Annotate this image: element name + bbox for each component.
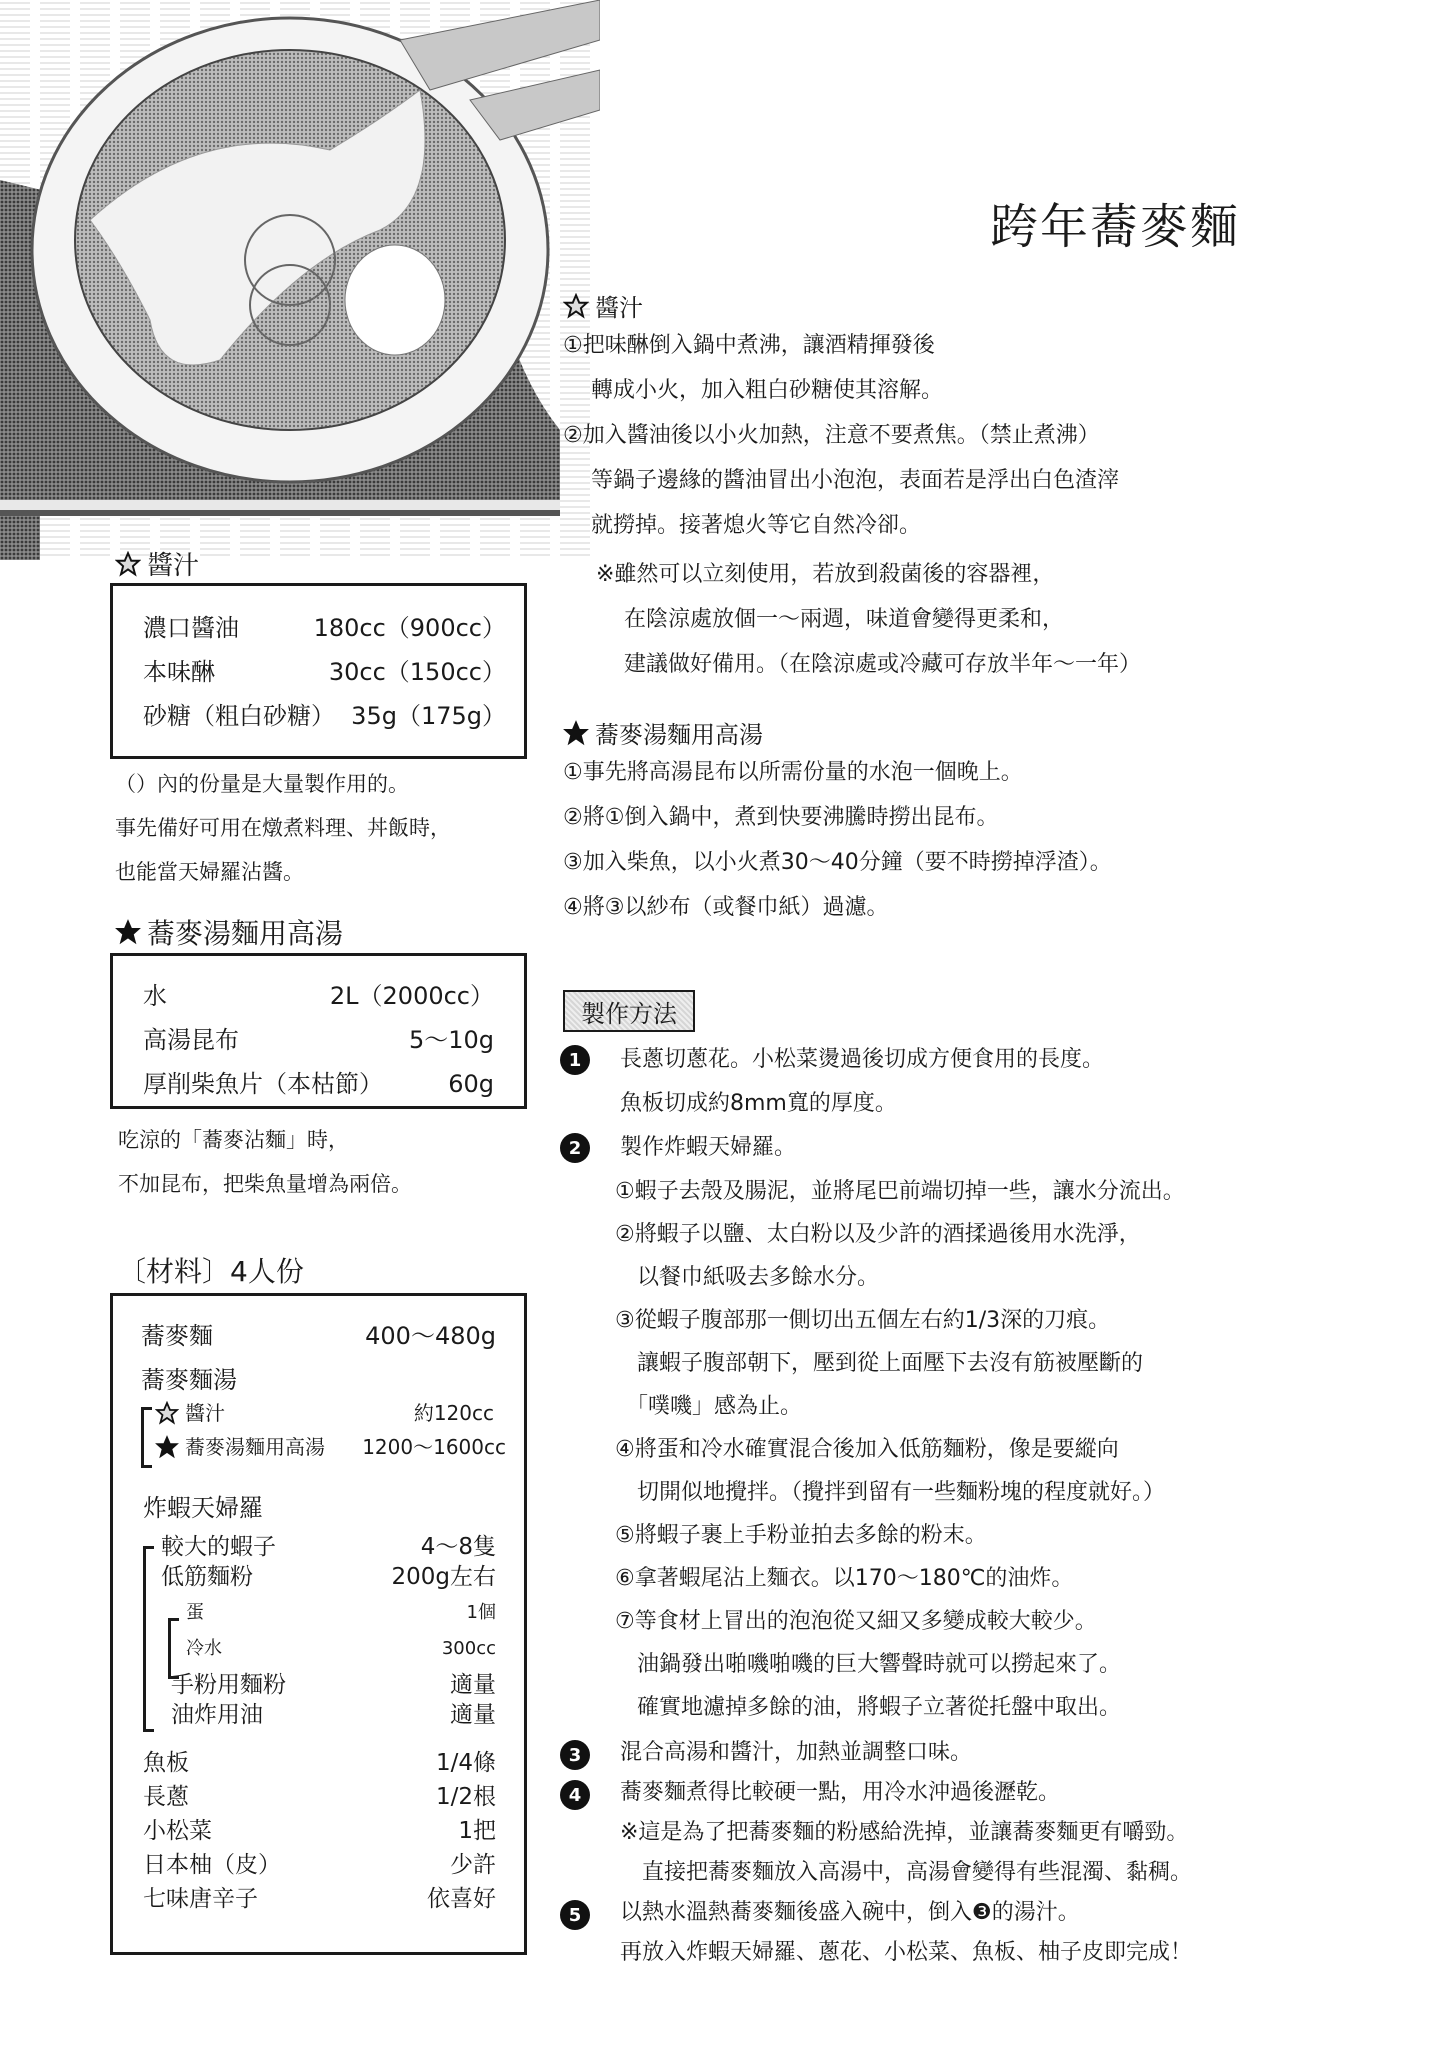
ingredient-row: 蛋 1個 — [186, 1602, 496, 1623]
sauce-storage-note: ※雖然可以立刻使用，若放到殺菌後的容器裡， 在陰涼處放個一～兩週，味道會變得更柔和， 建議做好備用。（在陰涼處或冷藏可存放半年～一年） — [596, 562, 1142, 677]
star-outline-icon — [155, 1401, 179, 1425]
ingredient-row: 蕎麥麵 400～480g — [141, 1322, 496, 1350]
ingredient-row: 砂糖（粗白砂糖） 35g（175g） — [143, 702, 506, 730]
bracket-decoration — [143, 1546, 154, 1732]
ingredient-row: 濃口醬油 180cc（900cc） — [143, 614, 506, 642]
sauce-step-line: 轉成小火，加入粗白砂糖使其溶解。 — [591, 378, 944, 403]
method-step-2: 2 製作炸蝦天婦羅。 — [560, 1126, 1320, 1170]
star-filled-icon — [155, 1435, 179, 1459]
stock-ingredients-heading: 蕎麥湯麵用高湯 — [115, 912, 343, 952]
method-step-4: 4 蕎麥麵煮得比較硬一點，用冷水沖過後瀝乾。 ※這是為了把蕎麥麵的粉感給洗掉，並讓蕎麥麵更有嚼勁。 直接把蕎麥麵放入高湯中，高湯會變得有些混濁、黏稠。 — [560, 1773, 1320, 1893]
ingredient-row: 手粉用麵粉 適量 — [171, 1672, 496, 1698]
sauce-step-line: 等鍋子邊緣的醬油冒出小泡泡，表面若是浮出白色渣滓 — [591, 468, 1120, 493]
star-outline-icon — [563, 293, 589, 319]
stock-step-line: ①事先將高湯昆布以所需份量的水泡一個晚上。 — [563, 760, 1023, 785]
ingredient-row: 醬汁 約120cc — [155, 1396, 506, 1430]
ingredient-row: 較大的蝦子 4～8隻 — [161, 1534, 496, 1560]
sauce-method-section — [563, 288, 1119, 548]
ingredient-row: 高湯昆布 5～10g — [143, 1026, 494, 1054]
method-step-3: 3 混合高湯和醬汁，加熱並調整口味。 — [560, 1733, 1320, 1773]
star-filled-icon — [115, 919, 141, 945]
soup-items — [155, 1396, 506, 1464]
ingredients-heading: 〔材料〕4人份 — [118, 1255, 304, 1288]
step-number-badge: 5 — [560, 1900, 590, 1930]
step-number-badge: 4 — [560, 1780, 590, 1810]
stock-method-heading: 蕎麥湯麵用高湯 — [563, 715, 1112, 750]
method-step-5: 5 以熱水溫熱蕎麥麵後盛入碗中，倒入❸的湯汁。 再放入炸蝦天婦羅、蔥花、小松菜、魚板、柚子皮即完成！ — [560, 1893, 1320, 1973]
sauce-step-line: 就撈掉。接著熄火等它自然冷卻。 — [591, 513, 922, 538]
method-tag: 製作方法 — [563, 990, 695, 1032]
sauce-method-heading: 醬汁 — [563, 288, 1119, 323]
step-number-badge: 1 — [560, 1045, 590, 1075]
other-ingredients — [143, 1746, 496, 1916]
ingredients-box — [110, 1293, 527, 1955]
tempura-substeps: ①蝦子去殼及腸泥，並將尾巴前端切掉一些，讓水分流出。 ②將蝦子以鹽、太白粉以及少許的酒揉過後用水洗淨， 以餐巾紙吸去多餘水分。 ③從蝦子腹部那一側切出五個左右約1/3深的刀痕。 讓蝦子腹部朝下，壓到從上面壓下去沒有筋被壓斷的 「噗嘰」感為止。 ④將蛋和冷水確實混合後加入低筋麵粉，像是要縱向 切開似地攪拌。（攪拌到留有一些麵粉塊的程度就好。） ⑤將蝦子裹上手粉並拍去多餘的粉末。 ⑥拿著蝦尾沾上麵衣。以170～180℃的油炸。 ⑦等食材上冒出的泡泡從又細又多變成較大較少。 油鍋發出啪嘰啪嘰的巨大響聲時就可以撈起來了。 確實地濾掉多餘的油，將蝦子立著從托盤中取出。 — [615, 1179, 1185, 1720]
tempura-items — [161, 1532, 496, 1730]
step-number-badge: 2 — [560, 1133, 590, 1163]
sauce-notes: （）內的份量是大量製作用的。 事先備好可用在燉煮料理、丼飯時， 也能當天婦羅沾醬。 — [115, 772, 451, 884]
ingredient-row: 低筋麵粉 200g左右 — [161, 1564, 496, 1590]
sauce-step-line: ②加入醬油後以小火加熱，注意不要煮焦。（禁止煮沸） — [563, 423, 1100, 448]
star-filled-icon — [563, 720, 589, 746]
ingredient-row: 日本柚（皮） 少許 — [143, 1852, 496, 1878]
ingredient-row: 長蔥 1/2根 — [143, 1784, 496, 1810]
bracket-decoration — [141, 1407, 152, 1468]
sauce-step-line: ①把味醂倒入鍋中煮沸，讓酒精揮發後 — [563, 333, 935, 358]
stock-step-line: ②將①倒入鍋中，煮到快要沸騰時撈出昆布。 — [563, 805, 999, 830]
stock-method-section — [563, 715, 1112, 930]
ingredient-row: 小松菜 1把 — [143, 1818, 496, 1844]
soba-bowl-illustration — [0, 0, 600, 560]
step-number-badge: 3 — [560, 1740, 590, 1770]
page-title: 跨年蕎麥麵 — [990, 199, 1241, 255]
stock-step-line: ③加入柴魚，以小火煮30～40分鐘（要不時撈掉浮渣）。 — [563, 850, 1112, 875]
soup-label: 蕎麥麵湯 — [141, 1366, 237, 1394]
ingredient-row: 油炸用油 適量 — [171, 1702, 496, 1728]
ingredient-row: 七味唐辛子 依喜好 — [143, 1886, 496, 1912]
tempura-label: 炸蝦天婦羅 — [143, 1494, 263, 1522]
ingredient-row: 蕎麥湯麵用高湯 1200～1600cc — [155, 1430, 506, 1464]
ingredient-row: 厚削柴魚片（本枯節） 60g — [143, 1070, 494, 1098]
ingredient-row: 冷水 300cc — [186, 1638, 496, 1659]
ingredient-row: 本味醂 30cc（150cc） — [143, 658, 506, 686]
sauce-ingredients-heading: 醬汁 — [115, 545, 199, 582]
ingredient-row: 水 2L（2000cc） — [143, 982, 494, 1010]
ingredient-row: 魚板 1/4條 — [143, 1750, 496, 1776]
method-steps — [560, 1038, 1320, 1973]
sauce-ingredients-box — [110, 583, 527, 759]
method-step-1: 1 長蔥切蔥花。小松菜燙過後切成方便食用的長度。 魚板切成約8mm寬的厚度。 — [560, 1038, 1320, 1126]
stock-notes: 吃涼的「蕎麥沾麵」時， 不加昆布，把柴魚量增為兩倍。 — [118, 1128, 412, 1196]
star-outline-icon — [115, 551, 141, 577]
stock-ingredients-box — [110, 953, 527, 1109]
stock-step-line: ④將③以紗布（或餐巾紙）過濾。 — [563, 895, 889, 920]
